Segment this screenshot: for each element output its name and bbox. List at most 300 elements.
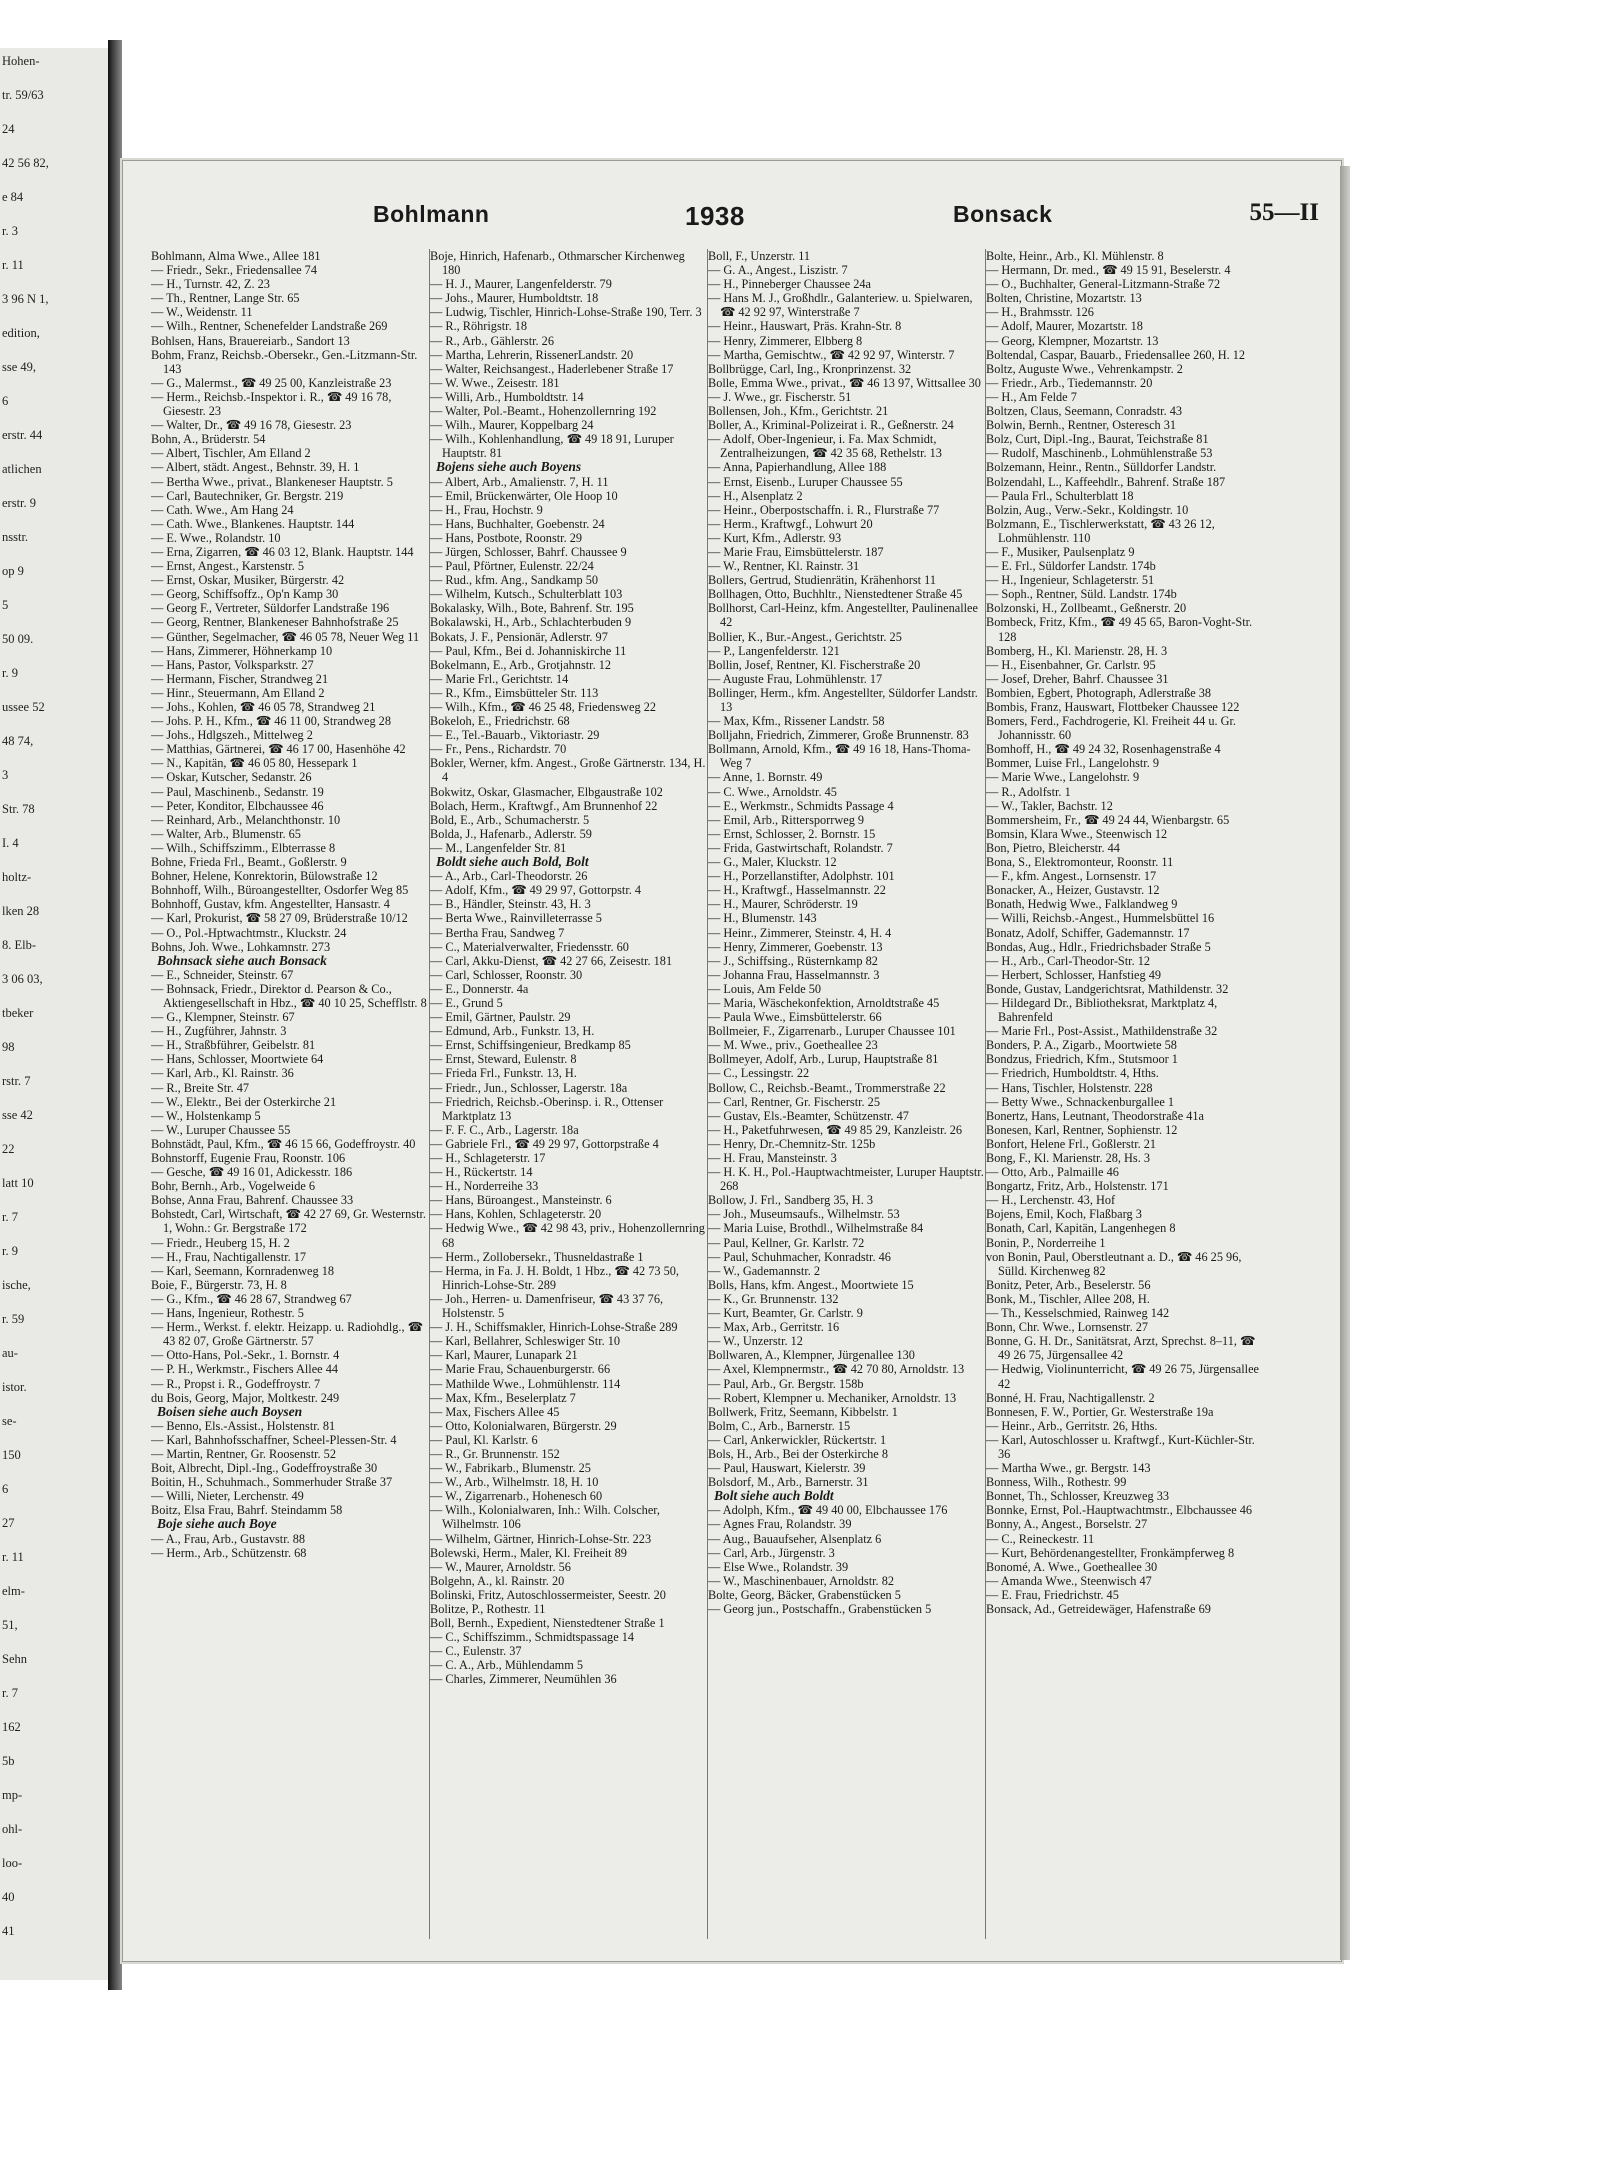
directory-entry: — Paul, Arb., Gr. Bergstr. 158b [708, 1376, 864, 1391]
directory-entry: — Friedr., Jun., Schlosser, Lagerstr. 18a [430, 1080, 628, 1095]
directory-entry: — B., Händler, Steinstr. 43, H. 3 [430, 897, 591, 912]
directory-entry: — Adolf, Kfm., ☎ 49 29 97, Gottorpstr. 4 [430, 883, 642, 898]
directory-entry: Bonsack, Ad., Getreidewäger, Hafenstraße 69 [986, 1602, 1211, 1616]
directory-entry: — Wilh., Rentner, Schenefelder Landstraße 269 [151, 319, 388, 334]
directory-entry: — Wilhelm, Gärtner, Hinrich-Lohse-Str. 223 [430, 1531, 652, 1546]
directory-entry: Bohlmann, Alma Wwe., Allee 181 [151, 249, 321, 263]
directory-entry: — H., Kraftwgf., Hasselmannstr. 22 [708, 883, 886, 898]
directory-entry: — W., Takler, Bachstr. 12 [986, 798, 1113, 813]
directory-entry: — M. Wwe., priv., Goetheallee 23 [708, 1038, 878, 1053]
directory-entry: — Charles, Zimmerer, Neumühlen 36 [430, 1672, 617, 1687]
directory-entry: — H. Frau, Mansteinstr. 3 [708, 1151, 837, 1165]
directory-entry: — Wilh., Maurer, Koppelbarg 24 [430, 418, 594, 433]
directory-entry: — Herm., Arb., Schützenstr. 68 [151, 1545, 307, 1560]
directory-entry: — W., Fabrikarb., Blumenstr. 25 [430, 1461, 591, 1476]
directory-entry: — Rud., kfm. Ang., Sandkamp 50 [430, 573, 599, 588]
directory-entry: du Bois, Georg, Major, Moltkestr. 249 [151, 1390, 340, 1405]
directory-entry: Bohne, Frieda Frl., Beamt., Goßlerstr. 9 [151, 855, 347, 870]
directory-entry: — Ernst, Schlosser, 2. Bornstr. 15 [708, 826, 876, 841]
left-page-fragment: rstr. 7 [2, 1074, 31, 1088]
directory-entry: — Wilh., Kolonialwaren, Inh.: Wilh. Colscher, Wilhelmstr. 106 [430, 1503, 660, 1532]
directory-entry: Bolz, Curt, Dipl.-Ing., Baurat, Teichstraße 81 [986, 432, 1209, 447]
directory-entry: — F. F. C., Arb., Lagerstr. 18a [430, 1122, 579, 1137]
directory-entry: Bonath, Carl, Kapitän, Langenhegen 8 [986, 1221, 1176, 1236]
left-page-fragment: atlichen [2, 462, 42, 476]
left-page-fragment: 3 06 03, [2, 972, 43, 986]
directory-entry: — W., Gademannstr. 2 [708, 1263, 821, 1278]
directory-entry: — Max, Kfm., Beselerplatz 7 [430, 1390, 576, 1405]
directory-entry: — Amanda Wwe., Steenwisch 47 [986, 1573, 1152, 1588]
directory-entry: — A., Frau, Arb., Gustavstr. 88 [151, 1531, 306, 1546]
directory-entry: Bolt siehe auch Boldt [714, 1488, 834, 1504]
directory-entry: Bols, H., Arb., Bei der Osterkirche 8 [708, 1446, 888, 1461]
directory-entry: — Hans, Tischler, Holstenstr. 228 [986, 1080, 1153, 1095]
directory-entry: Bonny, A., Angest., Borselstr. 27 [986, 1517, 1148, 1532]
directory-entry: — H., Porzellanstifter, Adolphstr. 101 [708, 869, 895, 884]
directory-entry: Bolte, Heinr., Arb., Kl. Mühlenstr. 8 [986, 249, 1164, 263]
directory-entry: — Rudolf, Maschinenb., Lohmühlenstraße 53 [986, 446, 1213, 461]
directory-entry: Bonitz, Peter, Arb., Beselerstr. 56 [986, 1277, 1151, 1292]
directory-entry: Boje, Hinrich, Hafenarb., Othmarscher Kirchenweg 180 [430, 249, 685, 278]
directory-entry: — F., kfm. Angest., Lornsenstr. 17 [986, 869, 1157, 884]
directory-entry: — Wilh., Kfm., ☎ 46 25 48, Friedensweg 22 [430, 700, 657, 714]
left-page-fragment: erstr. 44 [2, 428, 43, 442]
directory-entry: — E. Frl., Süldorfer Landstr. 174b [986, 559, 1156, 574]
directory-entry: — Max, Fischers Allee 45 [430, 1404, 560, 1419]
left-page-fragment: 48 74, [2, 734, 34, 748]
left-page-fragment: 3 96 N 1, [2, 292, 49, 306]
directory-entry: — Heinr., Oberpostschaffn. i. R., Flurstraße 77 [708, 502, 940, 517]
directory-entry: — H., Paketfuhrwesen, ☎ 49 85 29, Kanzleistr. 26 [708, 1122, 963, 1137]
directory-entry: — Johanna Frau, Hasselmannstr. 3 [708, 967, 880, 982]
directory-entry: — H., Pinneberger Chaussee 24a [708, 277, 872, 292]
directory-entry: Bonath, Hedwig Wwe., Falklandweg 9 [986, 897, 1178, 912]
directory-entry: Bomberg, H., Kl. Marienstr. 28, H. 3 [986, 643, 1168, 658]
directory-entry: Bonacker, A., Heizer, Gustavstr. 12 [986, 883, 1160, 898]
directory-entry: — Adolph, Kfm., ☎ 49 40 00, Elbchaussee 176 [708, 1503, 948, 1518]
directory-entry: Bohnstädt, Paul, Kfm., ☎ 46 15 66, Godeffroystr. 40 [151, 1136, 416, 1151]
directory-entry: Bonness, Wilh., Rothestr. 99 [986, 1475, 1127, 1490]
directory-entry: Bongartz, Fritz, Arb., Holstenstr. 171 [986, 1179, 1169, 1194]
directory-entry: — R., Breite Str. 47 [151, 1080, 250, 1095]
directory-entry: — Karl, Prokurist, ☎ 58 27 09, Brüderstraße 10/12 [151, 911, 408, 926]
directory-entry: — Soph., Rentner, Süld. Landstr. 174b [986, 587, 1177, 602]
directory-entry: — O., Pol.-Hptwachtmstr., Kluckstr. 24 [151, 925, 347, 940]
directory-entry: Bonk, M., Tischler, Allee 208, H. [986, 1291, 1150, 1306]
left-page-fragment: 27 [2, 1516, 15, 1530]
directory-entry: Bohnhoff, Gustav, kfm. Angestellter, Hansastr. 4 [151, 897, 390, 912]
directory-entry: — E. Wwe., Rolandstr. 10 [151, 530, 281, 545]
directory-entry: — Marie Frau, Eimsbüttelerstr. 187 [708, 544, 884, 559]
left-page-fragment: mp- [2, 1788, 23, 1802]
directory-entry: Boll, Bernh., Expedient, Nienstedtener Straße 1 [430, 1616, 665, 1631]
directory-entry: — Paula Wwe., Eimsbüttelerstr. 66 [708, 1010, 882, 1025]
directory-entry: — J. Wwe., gr. Fischerstr. 51 [708, 389, 852, 404]
directory-entry: Bolinski, Fritz, Autoschlossermeister, Seestr. 20 [430, 1587, 666, 1602]
directory-entry: — Bertha Wwe., privat., Blankeneser Hauptstr. 5 [151, 474, 393, 489]
directory-entry: Bollensen, Joh., Kfm., Gerichtstr. 21 [708, 404, 889, 419]
directory-entry: — Friedrich, Reichsb.-Oberinsp. i. R., Ottenser Marktplatz 13 [430, 1094, 664, 1123]
directory-entry: — Friedr., Arb., Tiedemannstr. 20 [986, 375, 1153, 390]
left-page-fragment: Hohen- [2, 54, 40, 68]
directory-entry: Bollmeyer, Adolf, Arb., Lurup, Hauptstraße 81 [708, 1052, 939, 1067]
directory-entry: Bohnhoff, Wilh., Büroangestellter, Osdorfer Weg 85 [151, 883, 409, 898]
directory-entry: — P., Langenfelderstr. 121 [708, 643, 840, 658]
header-page-number: 55—II [1249, 199, 1319, 226]
directory-entry: Bolten, Christine, Mozartstr. 13 [986, 291, 1142, 306]
directory-entry: — Karl, Arb., Kl. Rainstr. 36 [151, 1066, 294, 1081]
directory-entry: — Hinr., Steuermann, Am Elland 2 [151, 685, 325, 700]
directory-entry: — C., Reineckestr. 11 [986, 1531, 1095, 1546]
directory-entry: Bokwitz, Oskar, Glasmacher, Elbgaustraße 102 [430, 784, 663, 799]
directory-entry: Bokalawski, H., Arb., Schlachterbuden 9 [430, 615, 632, 630]
directory-entry: — H., Eisenbahner, Gr. Carlstr. 95 [986, 657, 1156, 672]
directory-entry: Bomsin, Klara Wwe., Steenwisch 12 [986, 826, 1168, 841]
directory-entry: — H. J., Maurer, Langenfelderstr. 79 [430, 277, 612, 292]
left-page-fragment: 3 [2, 768, 9, 782]
directory-entry: Bolach, Herm., Kraftwgf., Am Brunnenhof 22 [430, 798, 658, 813]
directory-column-2 [429, 249, 706, 1939]
directory-entry: — Adolf, Ober-Ingenieur, i. Fa. Max Schmidt, Zentralheizungen, ☎ 42 35 68, Rethelstr. 13 [708, 432, 942, 461]
directory-entry: — Paul, Kl. Karlstr. 6 [430, 1432, 538, 1447]
directory-entry: — Johs., Maurer, Humboldtstr. 18 [430, 291, 599, 306]
directory-entry: — Carl, Rentner, Gr. Fischerstr. 25 [708, 1094, 880, 1109]
left-page-fragment: 98 [2, 1040, 15, 1054]
directory-entry: — Gesche, ☎ 49 16 01, Adickesstr. 186 [151, 1165, 353, 1180]
directory-entry: — Martha Wwe., gr. Bergstr. 143 [986, 1461, 1151, 1476]
directory-entry: — A., Arb., Carl-Theodorstr. 26 [430, 869, 588, 884]
directory-entry: — Marie Frl., Post-Assist., Mathildenstraße 32 [986, 1024, 1218, 1039]
directory-entry: — Ernst, Steward, Eulenstr. 8 [430, 1052, 577, 1067]
directory-entry: Boitz, Elsa Frau, Bahrf. Steindamm 58 [151, 1503, 343, 1518]
directory-entry: Bolls, Hans, kfm. Angest., Moortwiete 15 [708, 1277, 914, 1292]
directory-entry: — C., Schiffszimm., Schmidtspassage 14 [430, 1630, 635, 1645]
directory-entry: — Georg, Klempner, Mozartstr. 13 [986, 333, 1159, 348]
directory-entry: — Agnes Frau, Rolandstr. 39 [708, 1517, 852, 1532]
left-page-fragment: sse 49, [2, 360, 37, 374]
directory-entry: — Albert, Tischler, Am Elland 2 [151, 446, 311, 461]
directory-entry: — Carl, Ankerwickler, Rückertstr. 1 [708, 1432, 887, 1447]
left-page-fragment: r. 7 [2, 1686, 18, 1700]
left-page-fragment: latt 10 [2, 1176, 34, 1190]
directory-entry: — Josef, Dreher, Bahrf. Chaussee 31 [986, 671, 1169, 686]
left-page-fragment: istor. [2, 1380, 27, 1394]
directory-entry: — Max, Kfm., Rissener Landstr. 58 [708, 714, 885, 729]
directory-entry: — Paul, Kfm., Bei d. Johanniskirche 11 [430, 643, 627, 658]
left-page-fragment: nsstr. [2, 530, 29, 544]
directory-entry: — Karl, Autoschlosser u. Kraftwgf., Kurt-Küchler-Str. 36 [986, 1432, 1255, 1461]
directory-entry: — H., Norderreihe 33 [430, 1179, 539, 1194]
directory-entry: — Wilh., Kohlenhandlung, ☎ 49 18 91, Luruper Hauptstr. 81 [430, 432, 674, 461]
left-page-fragment: 51, [2, 1618, 18, 1632]
directory-entry: Boje siehe auch Boye [157, 1516, 277, 1532]
directory-entry: — Herm., Kraftwgf., Lohwurt 20 [708, 516, 873, 531]
directory-entry: — Kurt, Behördenangestellter, Fronkämpferweg 8 [986, 1545, 1235, 1560]
directory-entry: Bolte, Georg, Bäcker, Grabenstücken 5 [708, 1587, 901, 1602]
directory-entry: Bolewski, Herm., Maler, Kl. Freiheit 89 [430, 1545, 627, 1560]
directory-entry: Boldt siehe auch Bold, Bolt [436, 854, 589, 870]
directory-entry: — W., Rentner, Kl. Rainstr. 31 [708, 559, 860, 574]
left-page-fragment: Sehn [2, 1652, 27, 1666]
directory-entry: — Ernst, Schiffsingenieur, Bredkamp 85 [430, 1038, 631, 1053]
directory-entry: — Hans, Zimmerer, Höhnerkamp 10 [151, 643, 333, 658]
directory-entry: — Fr., Pens., Richardstr. 70 [430, 742, 567, 757]
directory-entry: — Reinhard, Arb., Melanchthonstr. 10 [151, 812, 341, 827]
directory-entry: — Wilhelm, Kutsch., Schulterblatt 103 [430, 587, 623, 602]
directory-entry: Bonde, Gustav, Landgerichtsrat, Mathildenstr. 32 [986, 981, 1229, 996]
directory-entry: — Emil, Gärtner, Paulstr. 29 [430, 1010, 571, 1025]
directory-entry: — Georg, Schiffsoffz., Op'n Kamp 30 [151, 587, 339, 602]
directory-entry: — Emil, Brückenwärter, Ole Hoop 10 [430, 488, 618, 503]
directory-entry: — H., Alsenplatz 2 [708, 488, 803, 503]
directory-entry: Bollhagen, Otto, Buchhltr., Nienstedtener Straße 45 [708, 587, 963, 602]
directory-entry: Boller, A., Kriminal-Polizeirat i. R., Geßnerstr. 24 [708, 418, 954, 433]
directory-entry: — Hans M. J., Großhdlr., Galanteriew. u. Spielwaren, ☎ 42 92 97, Winterstraße 7 [708, 291, 973, 320]
directory-entry: — Hedwig Wwe., ☎ 42 98 43, priv., Hohenzollernring 68 [430, 1221, 705, 1250]
directory-entry: — Karl, Seemann, Kornradenweg 18 [151, 1263, 335, 1278]
directory-entry: Bolzendahl, L., Kaffeehdlr., Bahrenf. Straße 187 [986, 474, 1226, 489]
directory-entry: Bohse, Anna Frau, Bahrenf. Chaussee 33 [151, 1193, 354, 1208]
directory-entry: — W., Arb., Wilhelmstr. 18, H. 10 [430, 1475, 599, 1490]
directory-entry: Bondas, Aug., Hdlr., Friedrichsbader Straße 5 [986, 939, 1211, 954]
directory-entry: — Betty Wwe., Schnackenburgallee 1 [986, 1094, 1175, 1109]
directory-entry: Boie, F., Bürgerstr. 73, H. 8 [151, 1277, 287, 1292]
directory-entry: — P. H., Werkmstr., Fischers Allee 44 [151, 1362, 338, 1377]
left-page-fragment: edition, [2, 326, 40, 340]
directory-entry: Bohns, Joh. Wwe., Lohkamnstr. 273 [151, 939, 331, 954]
directory-entry: — Wilh., Schiffszimm., Elbterrasse 8 [151, 840, 336, 855]
directory-entry: — Max, Arb., Gerritstr. 16 [708, 1320, 840, 1335]
directory-entry: Boltendal, Caspar, Bauarb., Friedensallee 260, H. 12 [986, 347, 1246, 362]
directory-entry: Bollier, K., Bur.-Angest., Gerichtstr. 25 [708, 629, 902, 644]
left-page-fragment: loo- [2, 1856, 23, 1870]
directory-entry: Bong, F., Kl. Marienstr. 28, Hs. 3 [986, 1151, 1151, 1165]
directory-page [122, 160, 1342, 1962]
directory-entry: — Carl, Arb., Jürgenstr. 3 [708, 1545, 835, 1560]
left-page-fragment: e 84 [2, 190, 24, 204]
directory-entry: Bonnesen, F. W., Portier, Gr. Westerstraße 19a [986, 1404, 1214, 1419]
directory-entry: — H., Brahmsstr. 126 [986, 305, 1094, 320]
directory-entry: — Axel, Klempnermstr., ☎ 42 70 80, Arnoldstr. 13 [708, 1362, 965, 1377]
directory-entry: Bollwerk, Fritz, Seemann, Kibbelstr. 1 [708, 1404, 898, 1419]
directory-entry: Bolljahn, Friedrich, Zimmerer, Große Brunnenstr. 83 [708, 728, 969, 743]
directory-entry: Bollmeier, F., Zigarrenarb., Luruper Chaussee 101 [708, 1024, 956, 1039]
directory-entry: — Paul, Pförtner, Eulenstr. 22/24 [430, 559, 594, 574]
directory-entry: — Henry, Dr.-Chemnitz-Str. 125b [708, 1136, 876, 1151]
directory-entry: — R., Röhrigstr. 18 [430, 319, 528, 334]
directory-column-4 [985, 249, 1262, 1939]
directory-entry: — H., Turnstr. 42, Z. 23 [151, 277, 270, 292]
directory-entry: Bohnstorff, Eugenie Frau, Roonstr. 106 [151, 1151, 346, 1165]
directory-entry: Bonfort, Helene Frl., Goßlerstr. 21 [986, 1136, 1157, 1151]
directory-entry: — Johs., Hdlgszeh., Mittelweg 2 [151, 728, 313, 743]
directory-entry: — Kurt, Beamter, Gr. Carlstr. 9 [708, 1306, 863, 1321]
directory-entry: — Walter, Arb., Blumenstr. 65 [151, 826, 301, 841]
directory-entry: — Maria Luise, Brothdl., Wilhelmstraße 84 [708, 1221, 924, 1236]
directory-entry: — Aug., Bauaufseher, Alsenplatz 6 [708, 1531, 882, 1546]
directory-entry: Bollbrügge, Carl, Ing., Kronprinzenst. 32 [708, 361, 912, 376]
directory-entry: — R., Kfm., Eimsbütteler Str. 113 [430, 685, 599, 700]
directory-entry: — Frida, Gastwirtschaft, Rolandstr. 7 [708, 840, 893, 855]
directory-entry: — Anne, 1. Bornstr. 49 [708, 770, 823, 785]
directory-entry: Boltzen, Claus, Seemann, Conradstr. 43 [986, 404, 1183, 419]
directory-entry: — Carl, Akku-Dienst, ☎ 42 27 66, Zeisestr. 181 [430, 953, 673, 968]
directory-entry: — Joh., Herren- u. Damenfriseur, ☎ 43 37 76, Holstenstr. 5 [430, 1291, 664, 1321]
directory-entry: — Paula Frl., Schulterblatt 18 [986, 488, 1134, 503]
left-page-fragment: 6 [2, 394, 9, 408]
directory-entry: — Hermann, Dr. med., ☎ 49 15 91, Beselerstr. 4 [986, 263, 1231, 278]
left-page-fragment: holtz- [2, 870, 32, 884]
directory-entry: Bommer, Luise Frl., Langelohstr. 9 [986, 756, 1160, 771]
directory-entry: Bomhoff, H., ☎ 49 24 32, Rosenhagenstraße 4 [986, 742, 1221, 757]
directory-entry: — Karl, Bahnhofsschaffner, Scheel-Plessen-Str. 4 [151, 1432, 397, 1447]
directory-entry: Bohnsack siehe auch Bonsack [157, 952, 327, 968]
left-page-fragment: ohl- [2, 1822, 23, 1836]
left-page-fragment: 5b [2, 1754, 15, 1768]
directory-entry: Bonnet, Th., Schlosser, Kreuzweg 33 [986, 1489, 1170, 1504]
directory-entry: Bonnke, Ernst, Pol.-Hauptwachtmstr., Elbchaussee 46 [986, 1503, 1253, 1518]
directory-entry: — Marie Frau, Schauenburgerstr. 66 [430, 1362, 611, 1377]
directory-entry: — Ernst, Eisenb., Luruper Chaussee 55 [708, 474, 903, 489]
directory-entry: — Gustav, Els.-Beamter, Schützenstr. 47 [708, 1108, 909, 1123]
directory-entry: — Herm., Reichsb.-Inspektor i. R., ☎ 49 16 78, Giesestr. 23 [151, 389, 392, 419]
directory-entry: Bonders, P. A., Zigarb., Moortwiete 58 [986, 1038, 1177, 1053]
directory-entry: — Willi, Reichsb.-Angest., Hummelsbüttel 16 [986, 911, 1215, 926]
left-page-fragment: r. 59 [2, 1312, 25, 1326]
left-page-fragment: 8. Elb- [2, 938, 37, 952]
directory-entry: — E., Werkmstr., Schmidts Passage 4 [708, 798, 894, 813]
left-page-fragment: 42 56 82, [2, 156, 49, 170]
directory-entry: — Hans, Postbote, Roonstr. 29 [430, 530, 583, 545]
directory-entry: Bollwaren, A., Klempner, Jürgenallee 130 [708, 1348, 915, 1363]
directory-entry: — J., Schiffsing., Rüsternkamp 82 [708, 953, 878, 968]
directory-entry: — R., Gr. Brunnenstr. 152 [430, 1446, 560, 1461]
left-page-fragment: lken 28 [2, 904, 40, 918]
directory-entry: — Martin, Rentner, Gr. Roosenstr. 52 [151, 1446, 336, 1461]
directory-entry: — H., Rückertstr. 14 [430, 1165, 533, 1180]
directory-entry: — Martha, Gemischtw., ☎ 42 92 97, Winterstr. 7 [708, 347, 955, 362]
directory-entry: — Hans, Büroangest., Mansteinstr. 6 [430, 1193, 612, 1208]
directory-entry: Bolwin, Bernh., Rentner, Osteresch 31 [986, 418, 1177, 433]
directory-entry: — Hans, Ingenieur, Rothestr. 5 [151, 1306, 304, 1321]
directory-entry: Bombis, Franz, Hauswart, Flottbeker Chaussee 122 [986, 700, 1240, 714]
directory-entry: Bommersheim, Fr., ☎ 49 24 44, Wienbargstr. 65 [986, 812, 1230, 827]
directory-entry: — Otto, Arb., Palmaille 46 [986, 1165, 1119, 1180]
directory-entry: — W., Unzerstr. 12 [708, 1334, 803, 1349]
directory-entry: — Friedrich, Humboldtstr. 4, Hths. [986, 1066, 1159, 1081]
directory-entry: — Edmund, Arb., Funkstr. 13, H. [430, 1024, 595, 1039]
directory-entry: — Th., Rentner, Lange Str. 65 [151, 291, 300, 306]
directory-entry: — Paul, Hauswart, Kielerstr. 39 [708, 1461, 866, 1476]
directory-entry: — Ernst, Angest., Karstenstr. 5 [151, 559, 305, 574]
directory-entry: Boll, F., Unzerstr. 11 [708, 249, 811, 263]
directory-entry: — W., Luruper Chaussee 55 [151, 1122, 291, 1137]
directory-entry: Boisen siehe auch Boysen [157, 1403, 303, 1419]
directory-entry: — Maria, Wäschekonfektion, Arnoldtstraße 45 [708, 995, 940, 1010]
directory-entry: — Paul, Maschinenb., Sedanstr. 19 [151, 784, 324, 799]
left-page-fragment: ische, [2, 1278, 31, 1292]
page-edge [1340, 166, 1350, 1960]
left-page-fragment: 162 [2, 1720, 21, 1734]
directory-entry: — H., Blumenstr. 143 [708, 911, 817, 926]
directory-entry: Bolzonski, H., Zollbeamt., Geßnerstr. 20 [986, 601, 1187, 616]
directory-entry: — E. Frau, Friedrichstr. 45 [986, 1587, 1119, 1602]
directory-entry: — Robert, Klempner u. Mechaniker, Arnoldstr. 13 [708, 1390, 957, 1405]
directory-entry: — Heinr., Arb., Gerritstr. 26, Hths. [986, 1418, 1158, 1433]
directory-entry: — Johs. P. H., Kfm., ☎ 46 11 00, Strandweg 28 [151, 714, 391, 729]
left-page-fragment: 41 [2, 1924, 15, 1938]
directory-entry: Bokats, J. F., Pensionär, Adlerstr. 97 [430, 629, 608, 644]
left-page-fragment: sse 42 [2, 1108, 33, 1122]
directory-entry: — Otto, Kolonialwaren, Bürgerstr. 29 [430, 1418, 617, 1433]
header-right-headword: Bonsack [953, 201, 1053, 227]
directory-entry: Bolda, J., Hafenarb., Adlerstr. 59 [430, 826, 592, 841]
directory-entry: — R., Arb., Gählerstr. 26 [430, 333, 554, 348]
directory-entry: — Adolf, Maurer, Mozartstr. 18 [986, 319, 1143, 334]
left-page-fragment: 5 [2, 598, 9, 612]
directory-entry: — Albert, städt. Angest., Behnstr. 39, H. 1 [151, 460, 360, 475]
directory-entry: Bojens siehe auch Boyens [436, 459, 582, 475]
directory-entry: — J. H., Schiffsmakler, Hinrich-Lohse-Straße 289 [430, 1320, 678, 1335]
directory-entry: — G., Klempner, Steinstr. 67 [151, 1010, 295, 1025]
directory-entry: — H., Lerchenstr. 43, Hof [986, 1193, 1116, 1208]
header-left-headword: Bohlmann [373, 201, 490, 227]
directory-entry: — H., Arb., Carl-Theodor-Str. 12 [986, 953, 1151, 968]
left-page-fragment: elm- [2, 1584, 25, 1598]
directory-entry: — Th., Kesselschmied, Rainweg 142 [986, 1306, 1170, 1321]
directory-entry: — H., Frau, Hochstr. 9 [430, 502, 543, 517]
directory-entry: — Walter, Dr., ☎ 49 16 78, Giesestr. 23 [151, 418, 352, 433]
directory-entry: Bolsdorf, M., Arb., Barnerstr. 31 [708, 1475, 869, 1490]
directory-entry: Bollinger, Herm., kfm. Angestellter, Süldorfer Landstr. 13 [708, 685, 978, 714]
directory-entry: — Auguste Frau, Lohmühlenstr. 17 [708, 671, 883, 686]
directory-entry: — Hans, Pastor, Volksparkstr. 27 [151, 657, 314, 672]
directory-entry: — Kurt, Kfm., Adlerstr. 93 [708, 530, 842, 545]
directory-entry: Bohlsen, Hans, Brauereiarb., Sandort 13 [151, 333, 350, 348]
directory-entry: — Emil, Arb., Rittersporrweg 9 [708, 812, 865, 827]
directory-entry: Bonomé, A. Wwe., Goetheallee 30 [986, 1559, 1158, 1574]
directory-entry: — Carl, Schlosser, Roonstr. 30 [430, 967, 583, 982]
left-page-fragment: r. 11 [2, 258, 24, 272]
directory-entry: Bohn, A., Brüderstr. 54 [151, 432, 266, 447]
directory-entry: — Georg jun., Postschaffn., Grabenstücken 5 [708, 1602, 932, 1616]
directory-entry: — H., Frau, Nachtigallenstr. 17 [151, 1249, 307, 1264]
directory-entry: — Anna, Papierhandlung, Allee 188 [708, 460, 887, 475]
directory-entry: Bollhorst, Carl-Heinz, kfm. Angestellter, Paulinenallee 42 [708, 601, 978, 630]
directory-column-1 [151, 249, 427, 1939]
directory-entry: — Georg F., Vertreter, Süldorfer Landstraße 196 [151, 601, 390, 616]
directory-entry: Bondzus, Friedrich, Kfm., Stutsmoor 1 [986, 1052, 1178, 1067]
directory-entry: — W. Wwe., Zeisestr. 181 [430, 375, 560, 390]
directory-entry: — H., Straßbführer, Geibelstr. 81 [151, 1038, 316, 1053]
left-page-fragment: r. 9 [2, 1244, 18, 1258]
directory-entry: — Peter, Konditor, Elbchaussee 46 [151, 798, 324, 813]
left-page-sliver [0, 48, 111, 1980]
directory-entry: Bonertz, Hans, Leutnant, Theodorstraße 41a [986, 1108, 1204, 1123]
directory-entry: — Friedr., Sekr., Friedensallee 74 [151, 263, 317, 278]
directory-entry: — Willi, Nieter, Lerchenstr. 49 [151, 1489, 304, 1504]
directory-entry: Bokalasky, Wilh., Bote, Bahrenf. Str. 195 [430, 601, 634, 616]
directory-entry: — H., Zugführer, Jahnstr. 3 [151, 1024, 287, 1039]
book-gutter [108, 40, 122, 1990]
left-page-fragment: ussee 52 [2, 700, 45, 714]
left-page-fragment: r. 7 [2, 1210, 18, 1224]
directory-entry: — Bohnsack, Friedr., Direktor d. Pearson & Co., Aktiengesellschaft in Hbz., ☎ 40 10 25, Schefflstr. 8 [151, 981, 427, 1010]
left-page-fragment: 6 [2, 1482, 9, 1496]
left-page-fragment: 40 [2, 1890, 15, 1904]
directory-entry: — Heinr., Hauswart, Präs. Krahn-Str. 8 [708, 319, 902, 334]
directory-entry: — Paul, Schuhmacher, Konradstr. 46 [708, 1249, 891, 1264]
